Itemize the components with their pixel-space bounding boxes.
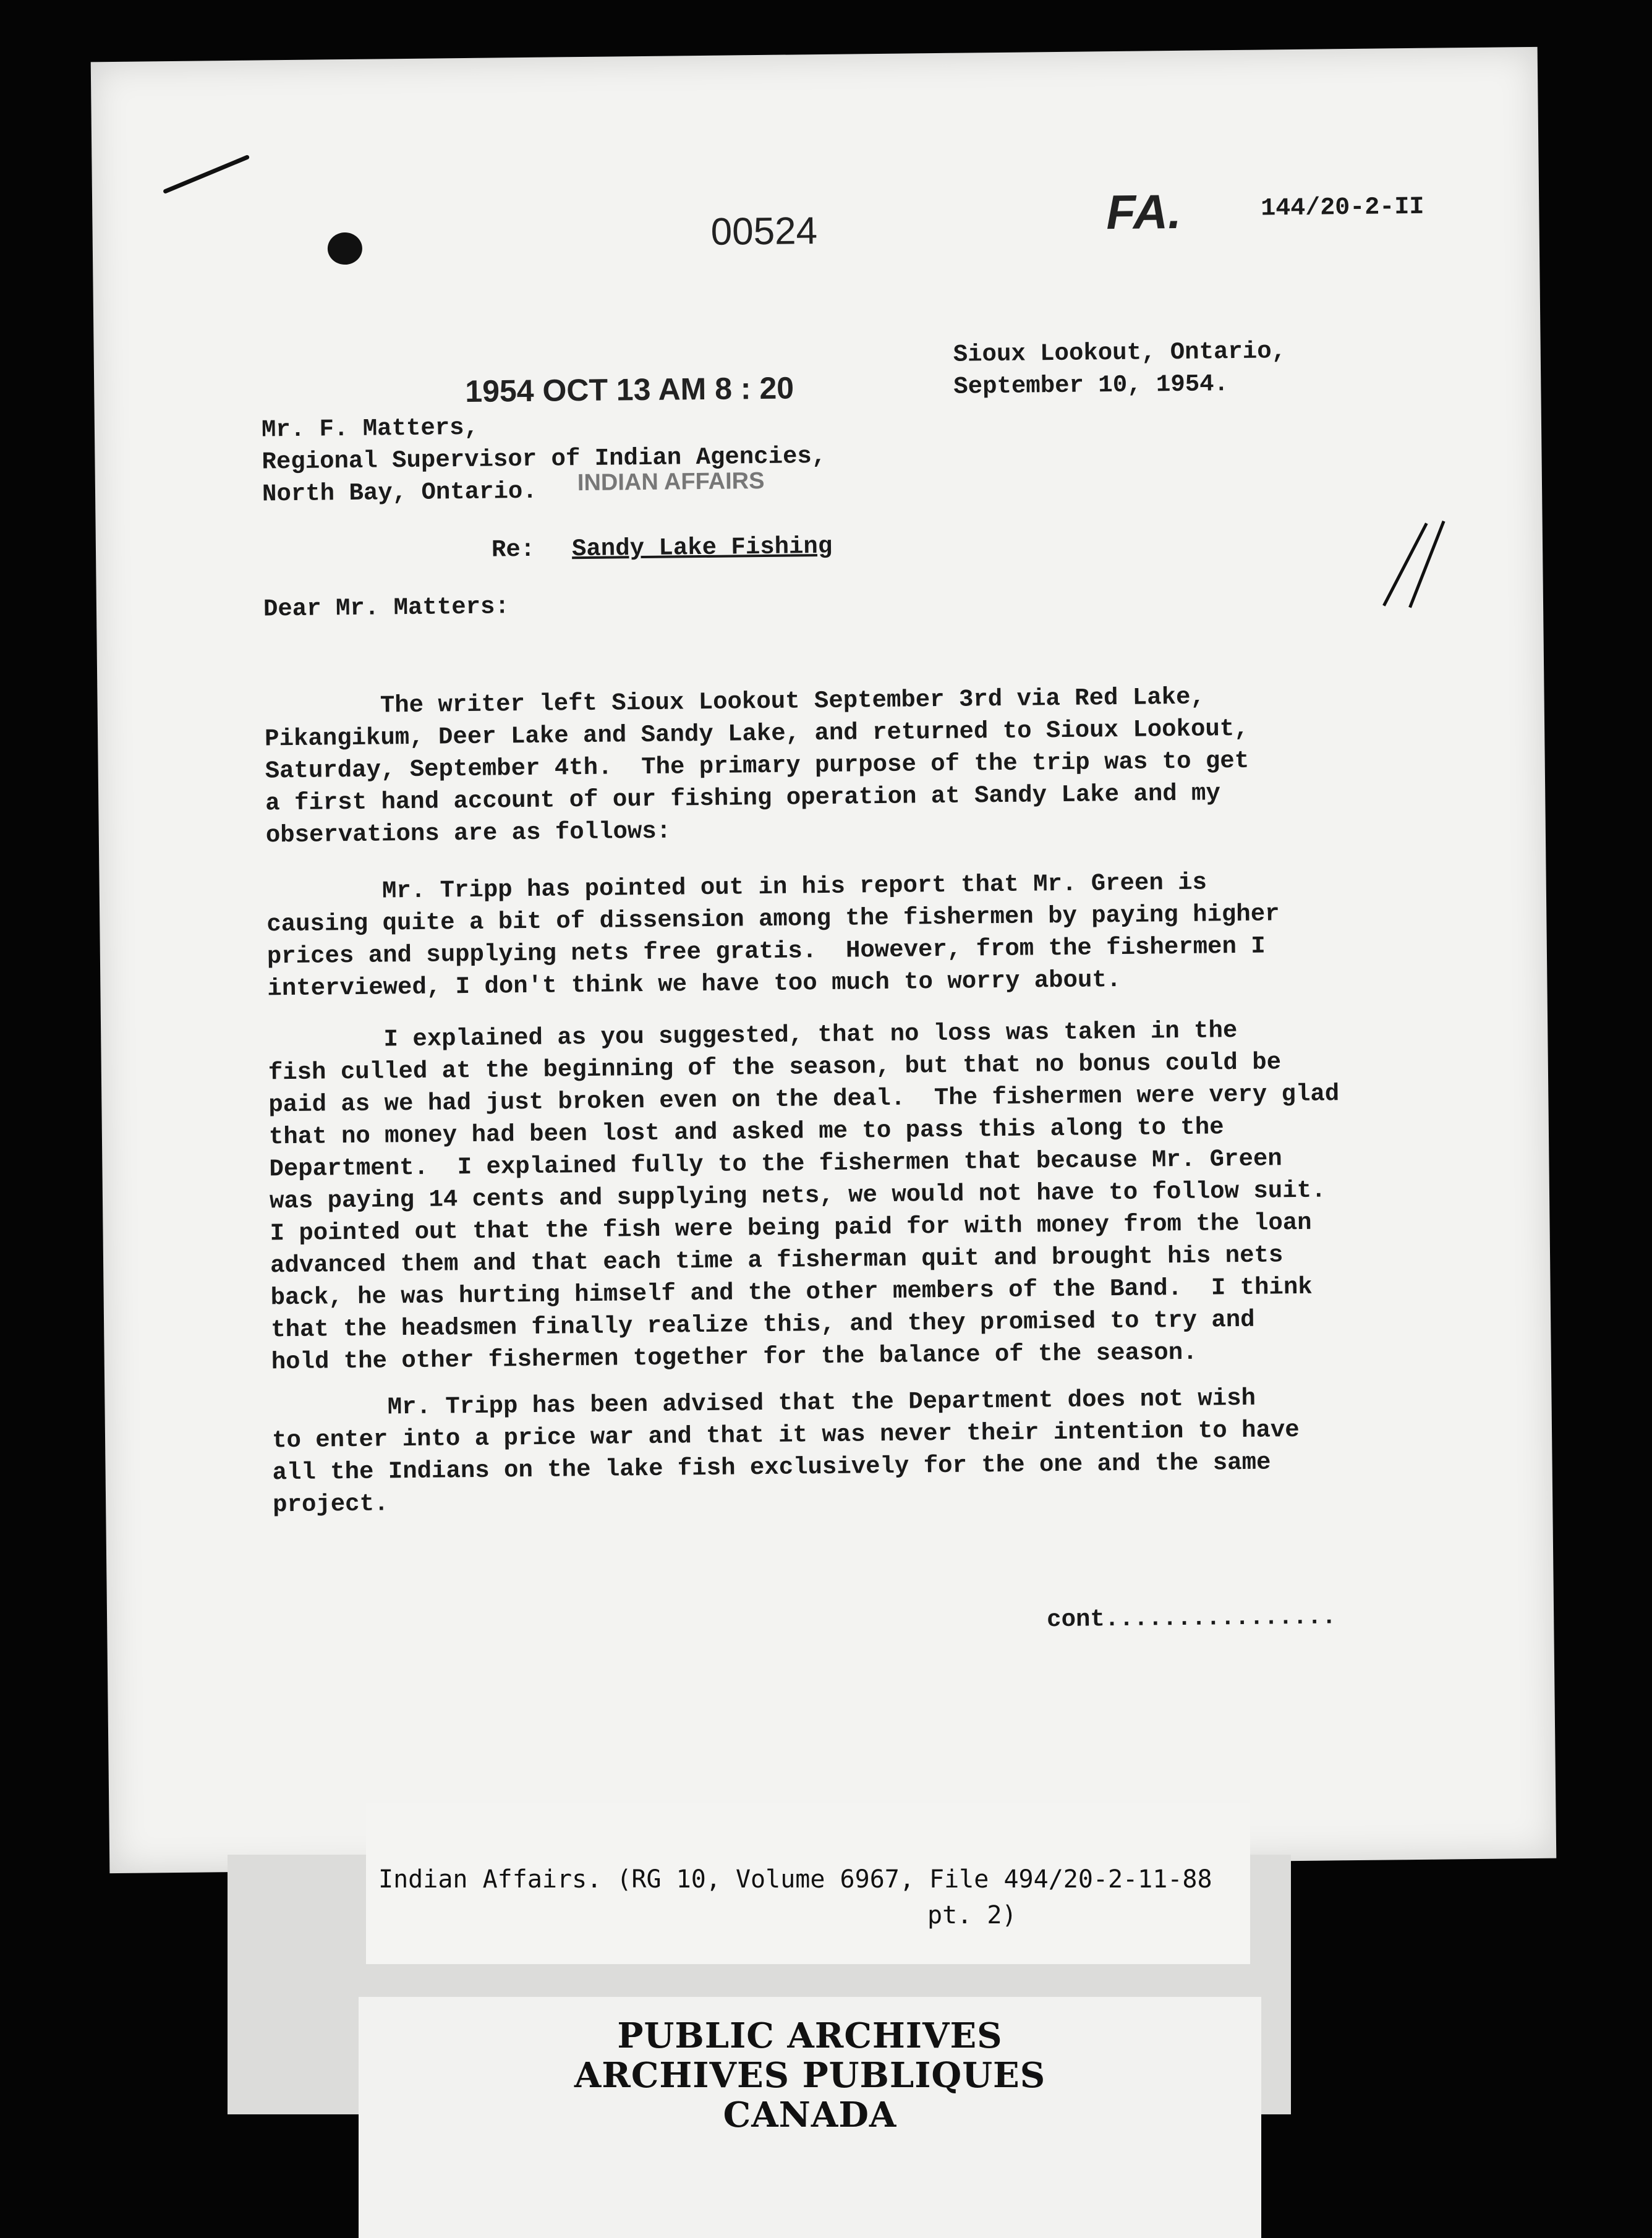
date-received-stamp: 1954 OCT 13 AM 8 : 20 (465, 370, 794, 409)
paragraph-line: I explained as you suggested, that no loss was taken in the (268, 1016, 1238, 1055)
recipient-name: Mr. F. Matters, (261, 414, 479, 444)
paragraph-line: Mr. Tripp has pointed out in his report that Mr. Green is (266, 869, 1207, 906)
paragraph-line: a first hand account of our fishing operation at Sandy Lake and my (265, 780, 1221, 817)
paragraph-line: Department. I explained fully to the fishermen that because Mr. Green (269, 1145, 1282, 1183)
paragraph-line: to enter into a price war and that it was never their intention to have (271, 1416, 1300, 1455)
subject-line: Sandy Lake Fishing (571, 532, 833, 563)
paragraph-line: fish culled at the beginning of the season, but that no bonus could be (268, 1049, 1282, 1087)
paragraph-line: The writer left Sioux Lookout September 3rd via Red Lake, (264, 683, 1206, 721)
archive-reference-card (366, 1803, 1250, 1964)
archive-reference-line1: Indian Affairs. (RG 10, Volume 6967, File 494/20-2-11-88 (378, 1865, 1212, 1894)
archive-reference-line2: pt. 2) (927, 1901, 1017, 1930)
paragraph-line: Saturday, September 4th. The primary purpose of the trip was to get (265, 747, 1250, 785)
paragraph-line: was paying 14 cents and supplying nets, we would not have to follow suit. (269, 1176, 1326, 1215)
re-label: Re: (491, 535, 535, 564)
public-archives-stamp (359, 1997, 1261, 2238)
paragraph-line: that the headsmen finally realize this, and they promised to try and (270, 1306, 1255, 1344)
sender-date: September 10, 1954. (953, 370, 1229, 401)
paragraph-line: prices and supplying nets free gratis. However, from the fishermen I (266, 932, 1266, 971)
document-number: 00524 (710, 210, 818, 253)
margin-slash-mark (1382, 522, 1428, 606)
recipient-title: Regional Supervisor of Indian Agencies, (262, 442, 827, 476)
archives-line-country: CANADA (723, 2095, 897, 2135)
paragraph-line: hold the other fishermen together for the balance of the season. (271, 1338, 1198, 1376)
paragraph-line: observations are as follows: (265, 817, 671, 849)
paragraph-line: Mr. Tripp has been advised that the Department does not wish (271, 1384, 1256, 1423)
department-stamp: INDIAN AFFAIRS (577, 467, 765, 496)
file-reference: 144/20-2-II (1261, 193, 1424, 223)
paragraph-line: interviewed, I don't think we have too much to worry about. (267, 966, 1122, 1003)
paragraph-line: project. (272, 1490, 389, 1519)
archives-line-english: PUBLIC ARCHIVES (617, 2015, 1003, 2056)
paragraph-line: all the Indians on the lake fish exclusively for the one and the same (272, 1449, 1271, 1487)
salutation: Dear Mr. Matters: (263, 593, 510, 623)
paragraph-line: paid as we had just broken even on the deal. The fishermen were very glad (268, 1080, 1340, 1119)
sender-place: Sioux Lookout, Ontario, (953, 338, 1287, 368)
margin-slash-mark-2 (1408, 521, 1445, 608)
paragraph-line: causing quite a bit of dissension among the fishermen by paying higher (266, 900, 1280, 938)
archives-line-french: ARCHIVES PUBLIQUES (574, 2055, 1046, 2096)
paragraph-line: advanced them and that each time a fisherman quit and brought his nets (270, 1241, 1284, 1280)
ink-blot-mark (328, 232, 363, 265)
paragraph-line: Pikangikum, Deer Lake and Sandy Lake, and returned to Sioux Lookout, (264, 715, 1249, 753)
paragraph-line: back, he was hurting himself and the other members of the Band. I think (270, 1273, 1313, 1312)
pen-stroke-mark (163, 155, 250, 194)
initials-handwritten: FA. (1105, 184, 1182, 240)
paragraph-line: that no money had been lost and asked me to pass this along to the (268, 1113, 1224, 1151)
letter-page (91, 47, 1557, 1873)
recipient-location: North Bay, Ontario. (262, 477, 537, 508)
continuation-marker: cont................ (1046, 1603, 1337, 1634)
paragraph-line: I pointed out that the fish were being paid for with money from the loan (270, 1209, 1312, 1248)
